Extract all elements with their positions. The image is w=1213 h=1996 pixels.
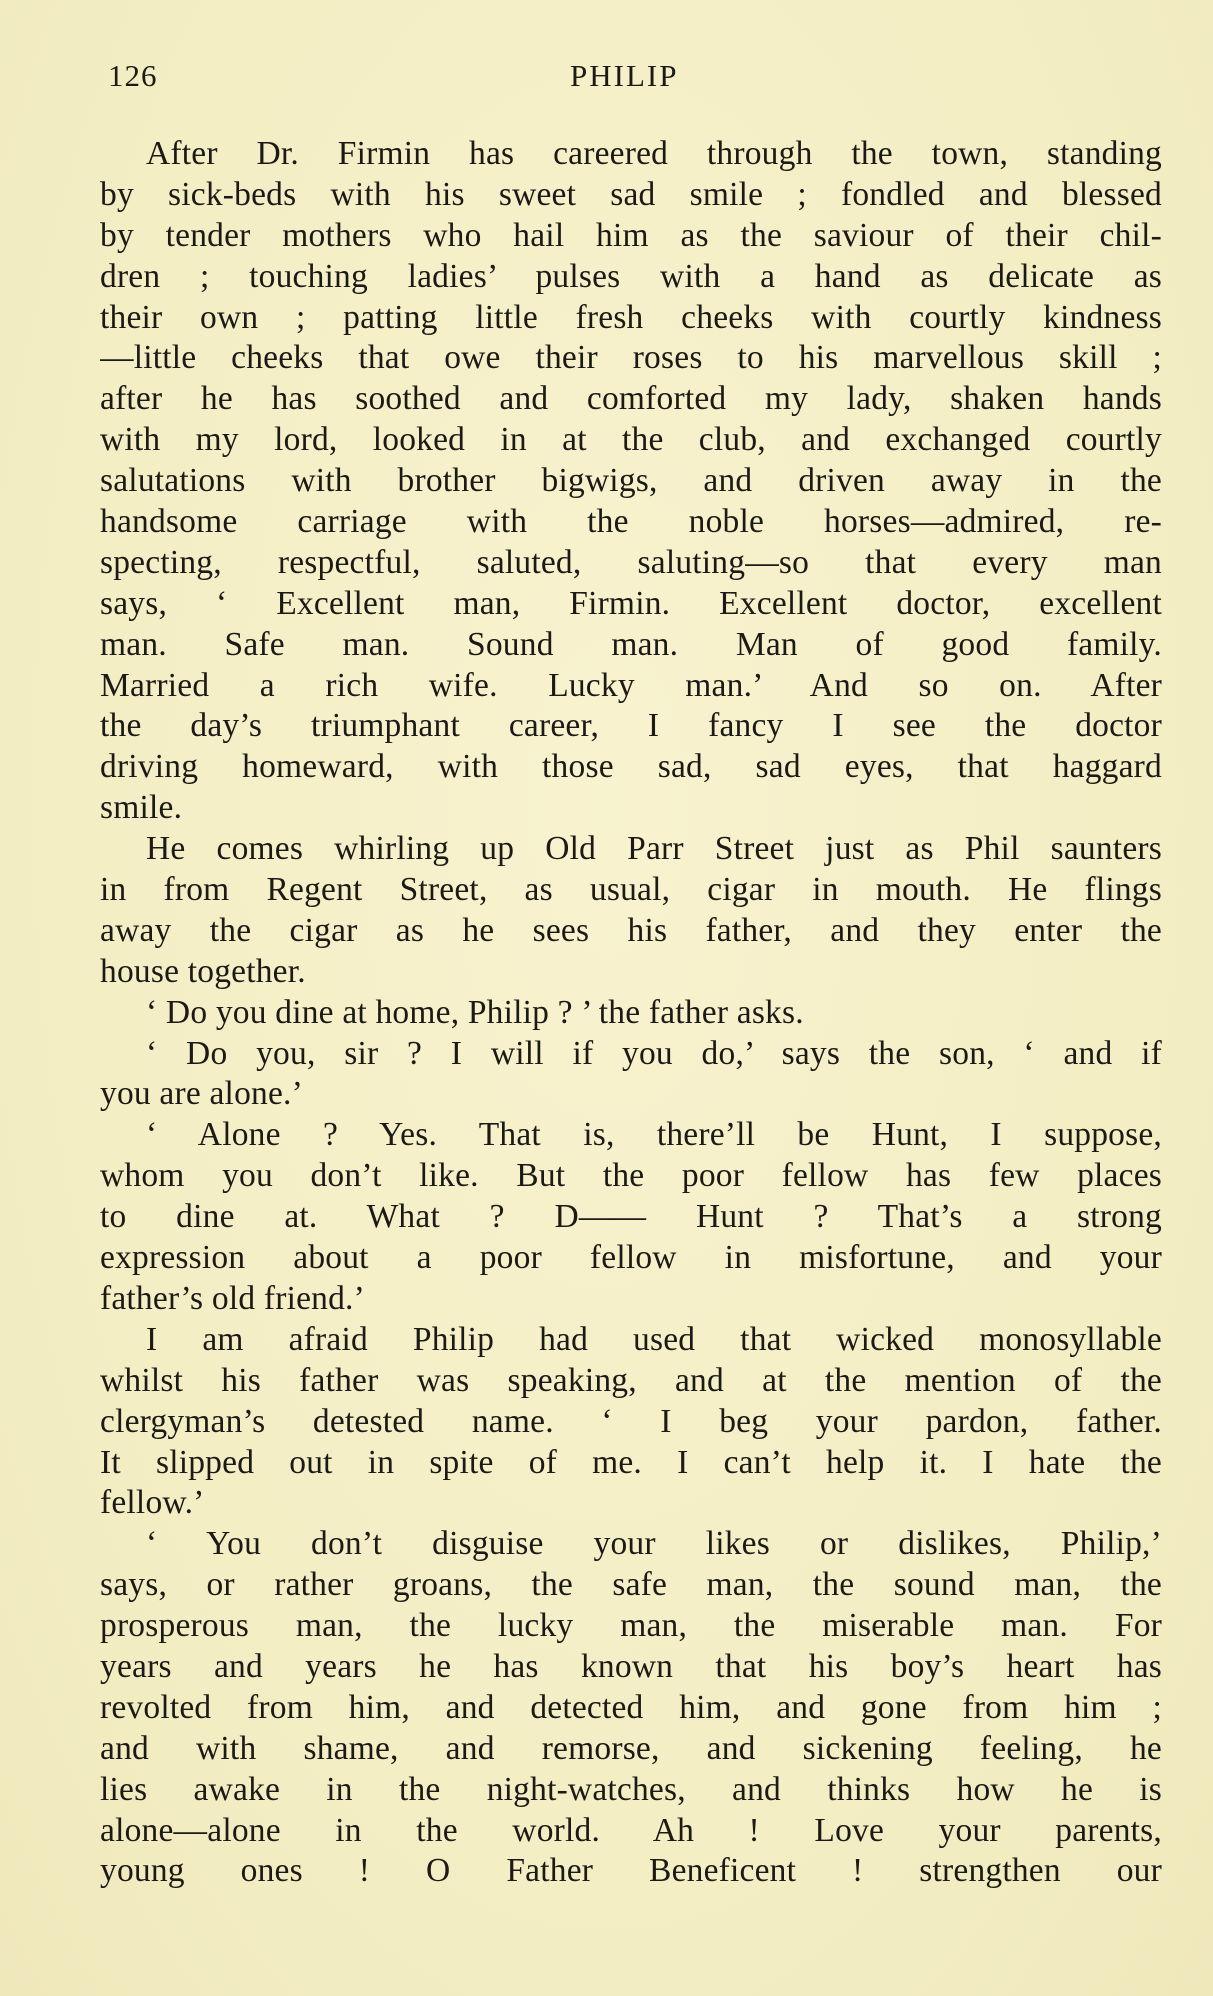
- text-line: driving homeward, with those sad, sad eyes, that haggard: [100, 748, 1162, 786]
- running-title: PHILIP: [570, 58, 679, 93]
- text-line: says, or rather groans, the safe man, the sound man, the: [100, 1566, 1162, 1604]
- text-line: revolted from him, and detected him, and gone from him ;: [100, 1688, 1162, 1726]
- body-text: [100, 134, 1162, 1892]
- text-line: years and years he has known that his boy’s heart has: [100, 1647, 1162, 1685]
- text-line: Married a rich wife. Lucky man.’ And so on. After: [100, 666, 1162, 704]
- text-line: lies awake in the night-watches, and thinks how he is: [100, 1770, 1162, 1808]
- text-line: says, ‘ Excellent man, Firmin. Excellent doctor, excellent: [100, 584, 1162, 622]
- text-line: handsome carriage with the noble horses—admired, re-: [100, 503, 1162, 541]
- text-line: their own ; patting little fresh cheeks with courtly kindness: [100, 298, 1162, 336]
- text-line: by sick-beds with his sweet sad smile ; fondled and blessed: [100, 175, 1162, 213]
- text-line: alone—alone in the world. Ah ! Love your parents,: [100, 1811, 1162, 1849]
- text-line: ‘ Alone ? Yes. That is, there’ll be Hunt, I suppose,: [146, 1116, 1162, 1154]
- text-line: whom you don’t like. But the poor fellow has few places: [100, 1157, 1162, 1195]
- text-line: ‘ You don’t disguise your likes or dislikes, Philip,’: [146, 1525, 1162, 1563]
- text-line: —little cheeks that owe their roses to his marvellous skill ;: [100, 339, 1162, 377]
- text-line: prosperous man, the lucky man, the miserable man. For: [100, 1607, 1162, 1645]
- text-line: salutations with brother bigwigs, and driven away in the: [100, 462, 1162, 500]
- text-line: ‘ Do you, sir ? I will if you do,’ says the son, ‘ and if: [146, 1034, 1162, 1072]
- text-line: dren ; touching ladies’ pulses with a hand as delicate as: [100, 257, 1162, 295]
- text-line: you are alone.’: [100, 1075, 303, 1113]
- page-number: 126: [108, 58, 158, 93]
- text-line: young ones ! O Father Beneficent ! strengthen our: [100, 1852, 1162, 1890]
- running-head: [100, 58, 1160, 98]
- text-line: After Dr. Firmin has careered through the town, standing: [146, 135, 1162, 172]
- text-line: away the cigar as he sees his father, and they enter the: [100, 911, 1162, 949]
- text-line: whilst his father was speaking, and at the mention of the: [100, 1361, 1162, 1399]
- text-line: the day’s triumphant career, I fancy I see the doctor: [100, 707, 1162, 745]
- text-line: smile.: [100, 789, 183, 827]
- text-line: to dine at. What ? D—— Hunt ? That’s a strong: [100, 1198, 1162, 1236]
- text-line: and with shame, and remorse, and sickening feeling, he: [100, 1729, 1162, 1767]
- text-line: specting, respectful, saluted, saluting—so that every man: [100, 543, 1162, 581]
- text-line: I am afraid Philip had used that wicked monosyllable: [146, 1320, 1162, 1358]
- text-line: ‘ Do you dine at home, Philip ? ’ the father asks.: [146, 993, 804, 1031]
- text-line: after he has soothed and comforted my lady, shaken hands: [100, 380, 1162, 418]
- text-line: house together.: [100, 952, 306, 990]
- text-line: He comes whirling up Old Parr Street just as Phil saunters: [146, 830, 1162, 868]
- text-line: with my lord, looked in at the club, and exchanged courtly: [100, 421, 1162, 459]
- text-line: clergyman’s detested name. ‘ I beg your pardon, father.: [100, 1402, 1162, 1440]
- text-line: expression about a poor fellow in misfortune, and your: [100, 1239, 1162, 1277]
- text-line: by tender mothers who hail him as the saviour of their chil-: [100, 216, 1162, 254]
- text-line: It slipped out in spite of me. I can’t help it. I hate the: [100, 1443, 1162, 1481]
- text-line: father’s old friend.’: [100, 1279, 365, 1317]
- text-line: fellow.’: [100, 1484, 205, 1522]
- text-line: in from Regent Street, as usual, cigar in mouth. He flings: [100, 871, 1162, 909]
- text-line: man. Safe man. Sound man. Man of good family.: [100, 625, 1162, 663]
